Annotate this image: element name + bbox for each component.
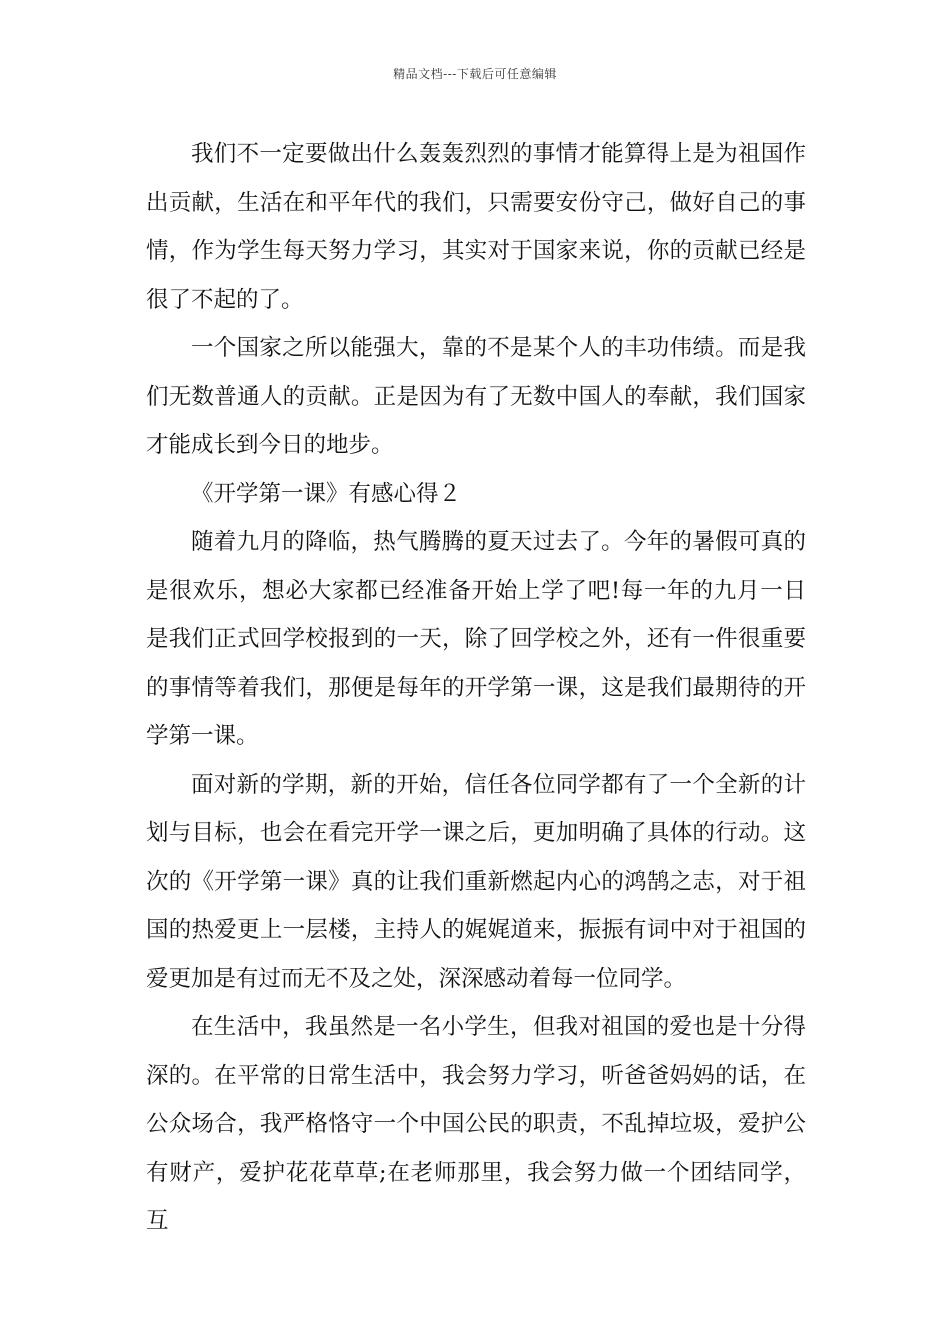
page-header: 精品文档---下载后可任意编辑	[393, 67, 557, 81]
section-heading: 《开学第一课》有感心得２	[191, 480, 462, 507]
document-body	[146, 130, 806, 1246]
paragraph-nation-strength: 一个国家之所以能强大，靠的不是某个人的丰功伟绩。而是我们无数普通人的贡献。正是因为有了无数中国人的奉献，我们国家才能成长到今日的地步。	[146, 335, 806, 458]
paragraph-new-semester: 面对新的学期，新的开始，信任各位同学都有了一个全新的计划与目标，也会在看完开学一课之后，更加明确了具体的行动。这次的《开学第一课》真的让我们重新燃起内心的鸿鹄之志，对于祖国的热爱更上一层楼，主持人的娓娓道来，振振有词中对于祖国的爱更加是有过而无不及之处，深深感动着每一位同学。	[146, 771, 806, 992]
paragraph-daily-life: 在生活中，我虽然是一名小学生，但我对祖国的爱也是十分得深的。在平常的日常生活中，我会努力学习，听爸爸妈妈的话，在公众场合，我严格恪守一个中国公民的职责，不乱掉垃圾，爱护公有财产，爱护花花草草;在老师那里，我会努力做一个团结同学，互	[146, 1014, 806, 1234]
paragraph-september: 随着九月的降临，热气腾腾的夏天过去了。今年的暑假可真的是很欢乐，想必大家都已经准备开始上学了吧!每一年的九月一日是我们正式回学校报到的一天，除了回学校之外，还有一件很重要的事情等着我们，那便是每年的开学第一课，这是我们最期待的开学第一课。	[146, 529, 806, 749]
paragraph-contribution: 我们不一定要做出什么轰轰烈烈的事情才能算得上是为祖国作出贡献，生活在和平年代的我们，只需要安份守己，做好自己的事情，作为学生每天努力学习，其实对于国家来说，你的贡献已经是很了不起的了。	[146, 141, 806, 313]
